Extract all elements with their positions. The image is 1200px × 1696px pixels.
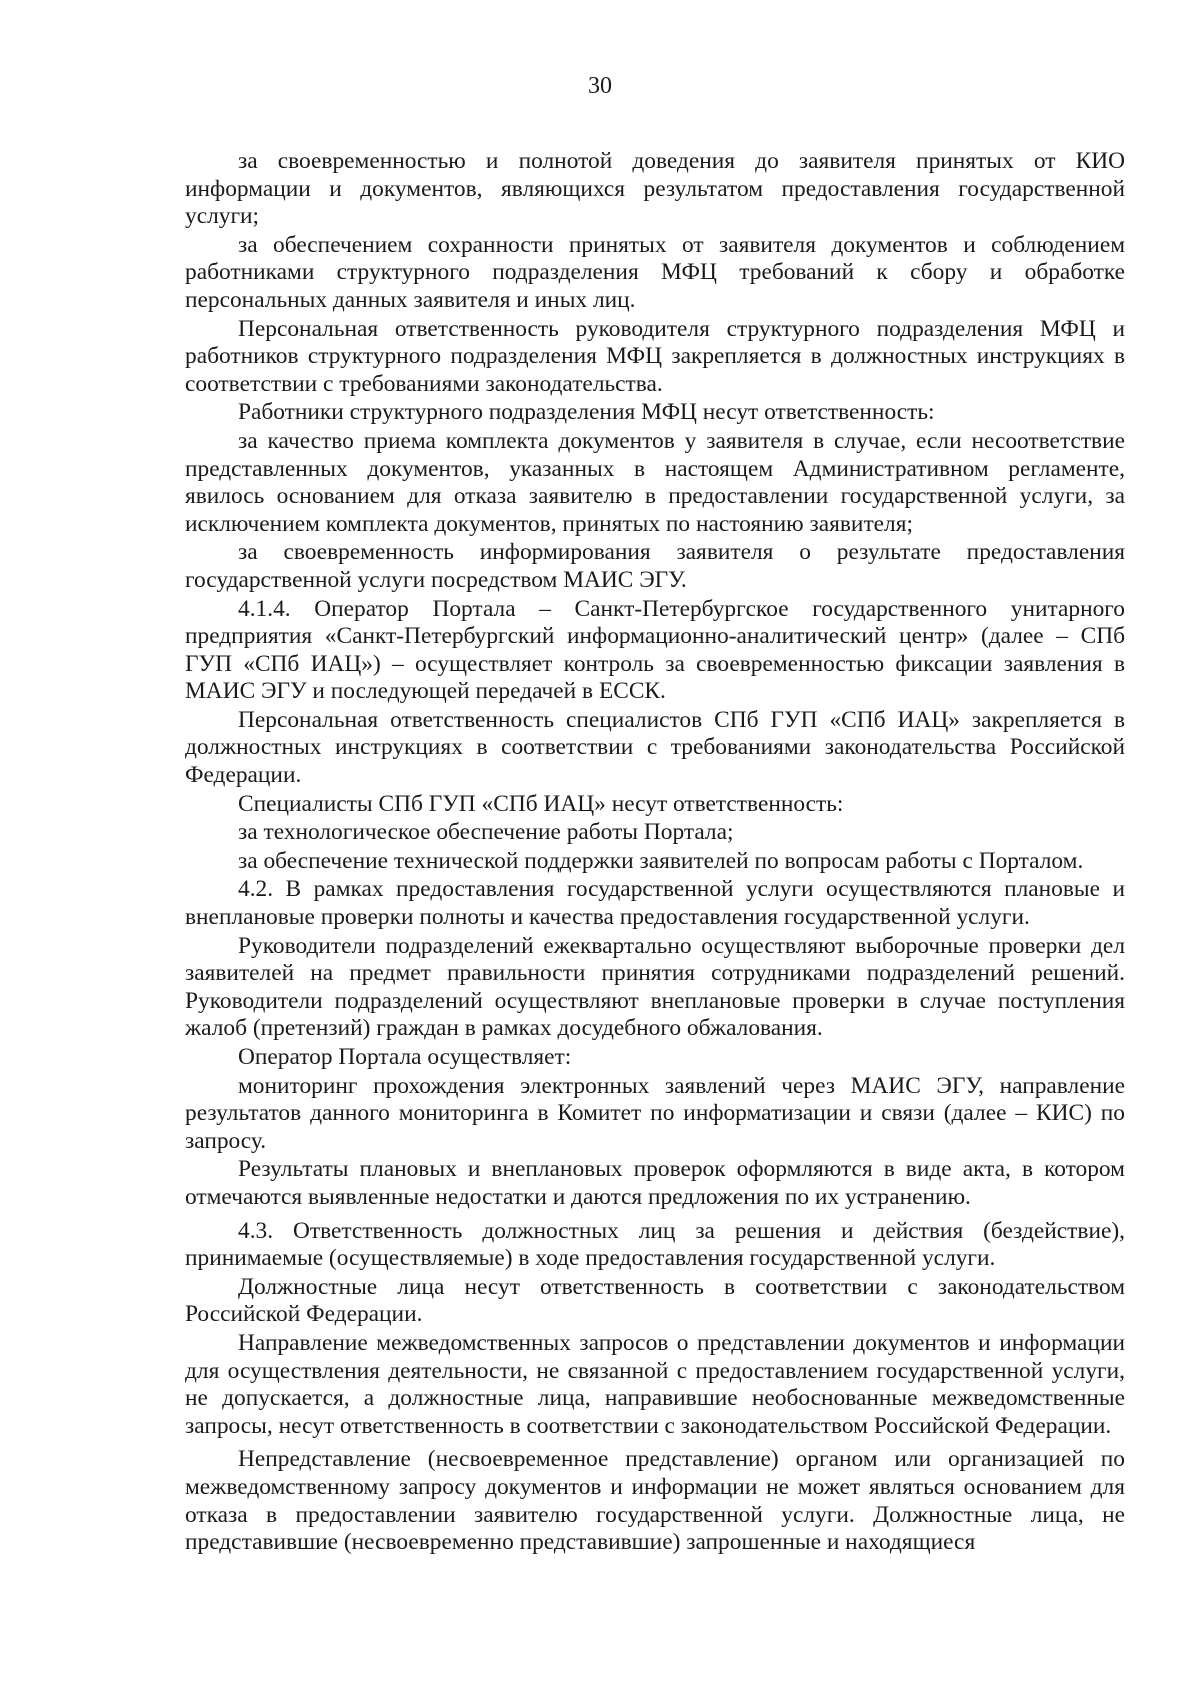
- paragraph: Руководители подразделений ежеквартально осуществляют выборочные проверки дел заявителей на предмет правильности принятия сотрудниками подразделений решений. Руководители подразделений осуществляют внеплановые проверки в случае поступления жалоб (претензий) граждан в рамках досудебного обжалования.: [185, 932, 1125, 1042]
- paragraph: за обеспечением сохранности принятых от заявителя документов и соблюдением работниками структурного подразделения МФЦ требований к сбору и обработке персональных данных заявителя и иных лиц.: [185, 231, 1125, 313]
- paragraph: Непредставление (несвоевременное представление) органом или организацией по межведомственному запросу документов и информации не может являться основанием для отказа в предоставлении заявителю государственной услуги. Должностные лица, не представившие (несвоевременно представившие) запрошенные и находящиеся: [185, 1446, 1125, 1556]
- paragraph: Оператор Портала осуществляет:: [238, 1044, 572, 1070]
- paragraph: Специалисты СПб ГУП «СПб ИАЦ» несут ответственность:: [238, 790, 844, 817]
- paragraph: за качество приема комплекта документов у заявителя в случае, если несоответствие представленных документов, указанных в настоящем Административном регламенте, явилось основанием для отказа заявителю в предоставлении государственной услуги, за исключением комплекта документов, принятых по настоянию заявителя;: [185, 427, 1125, 537]
- paragraph: Персональная ответственность специалистов СПб ГУП «СПб ИАЦ» закрепляется в должностных инструкциях в соответствии с требованиями законодательства Российской Федерации.: [185, 706, 1125, 789]
- paragraph: Результаты плановых и внеплановых проверок оформляются в виде акта, в котором отмечаются выявленные недостатки и даются предложения по их устранению.: [185, 1156, 1125, 1210]
- paragraph: 4.1.4. Оператор Портала – Санкт-Петербургское государственного унитарного предприятия «Санкт-Петербургский информационно-аналитический центр» (далее – СПб ГУП «СПб ИАЦ») – осуществляет контроль за своевременностью фиксации заявления в МАИС ЭГУ и последующей передачей в ЕССК.: [185, 595, 1125, 705]
- paragraph: Работники структурного подразделения МФЦ несут ответственность:: [238, 399, 935, 426]
- paragraph: 4.2. В рамках предоставления государственной услуги осуществляются плановые и внеплановые проверки полноты и качества предоставления государственной услуги.: [185, 876, 1125, 931]
- paragraph: за своевременность информирования заявителя о результате предоставления государственной услуги посредством МАИС ЭГУ.: [185, 539, 1125, 593]
- page-number: 30: [588, 73, 612, 99]
- paragraph: мониторинг прохождения электронных заявлений через МАИС ЭГУ, направление результатов данного мониторинга в Комитет по информатизации и связи (далее – КИС) по запросу.: [185, 1072, 1125, 1154]
- paragraph: за обеспечение технической поддержки заявителей по вопросам работы с Порталом.: [238, 847, 1084, 874]
- document-body: [185, 148, 1125, 1558]
- paragraph: за технологическое обеспечение работы Портала;: [238, 819, 734, 846]
- paragraph: за своевременностью и полнотой доведения до заявителя принятых от КИО информации и документов, являющихся результатом предоставления государственной услуги;: [185, 148, 1125, 230]
- paragraph: 4.3. Ответственность должностных лиц за решения и действия (бездействие), принимаемые (осуществляемые) в ходе предоставления государственной услуги.: [185, 1217, 1125, 1272]
- paragraph: Должностные лица несут ответственность в соответствии с законодательством Российской Федерации.: [185, 1273, 1125, 1328]
- paragraph: Персональная ответственность руководителя структурного подразделения МФЦ и работников структурного подразделения МФЦ закрепляется в должностных инструкциях в соответствии с требованиями законодательства.: [185, 315, 1125, 397]
- paragraph: Направление межведомственных запросов о представлении документов и информации для осуществления деятельности, не связанной с предоставлением государственной услуги, не допускается, а должностные лица, направившие необоснованные межведомственные запросы, несут ответственность в соответствии с законодательством Российской Федерации.: [185, 1329, 1125, 1439]
